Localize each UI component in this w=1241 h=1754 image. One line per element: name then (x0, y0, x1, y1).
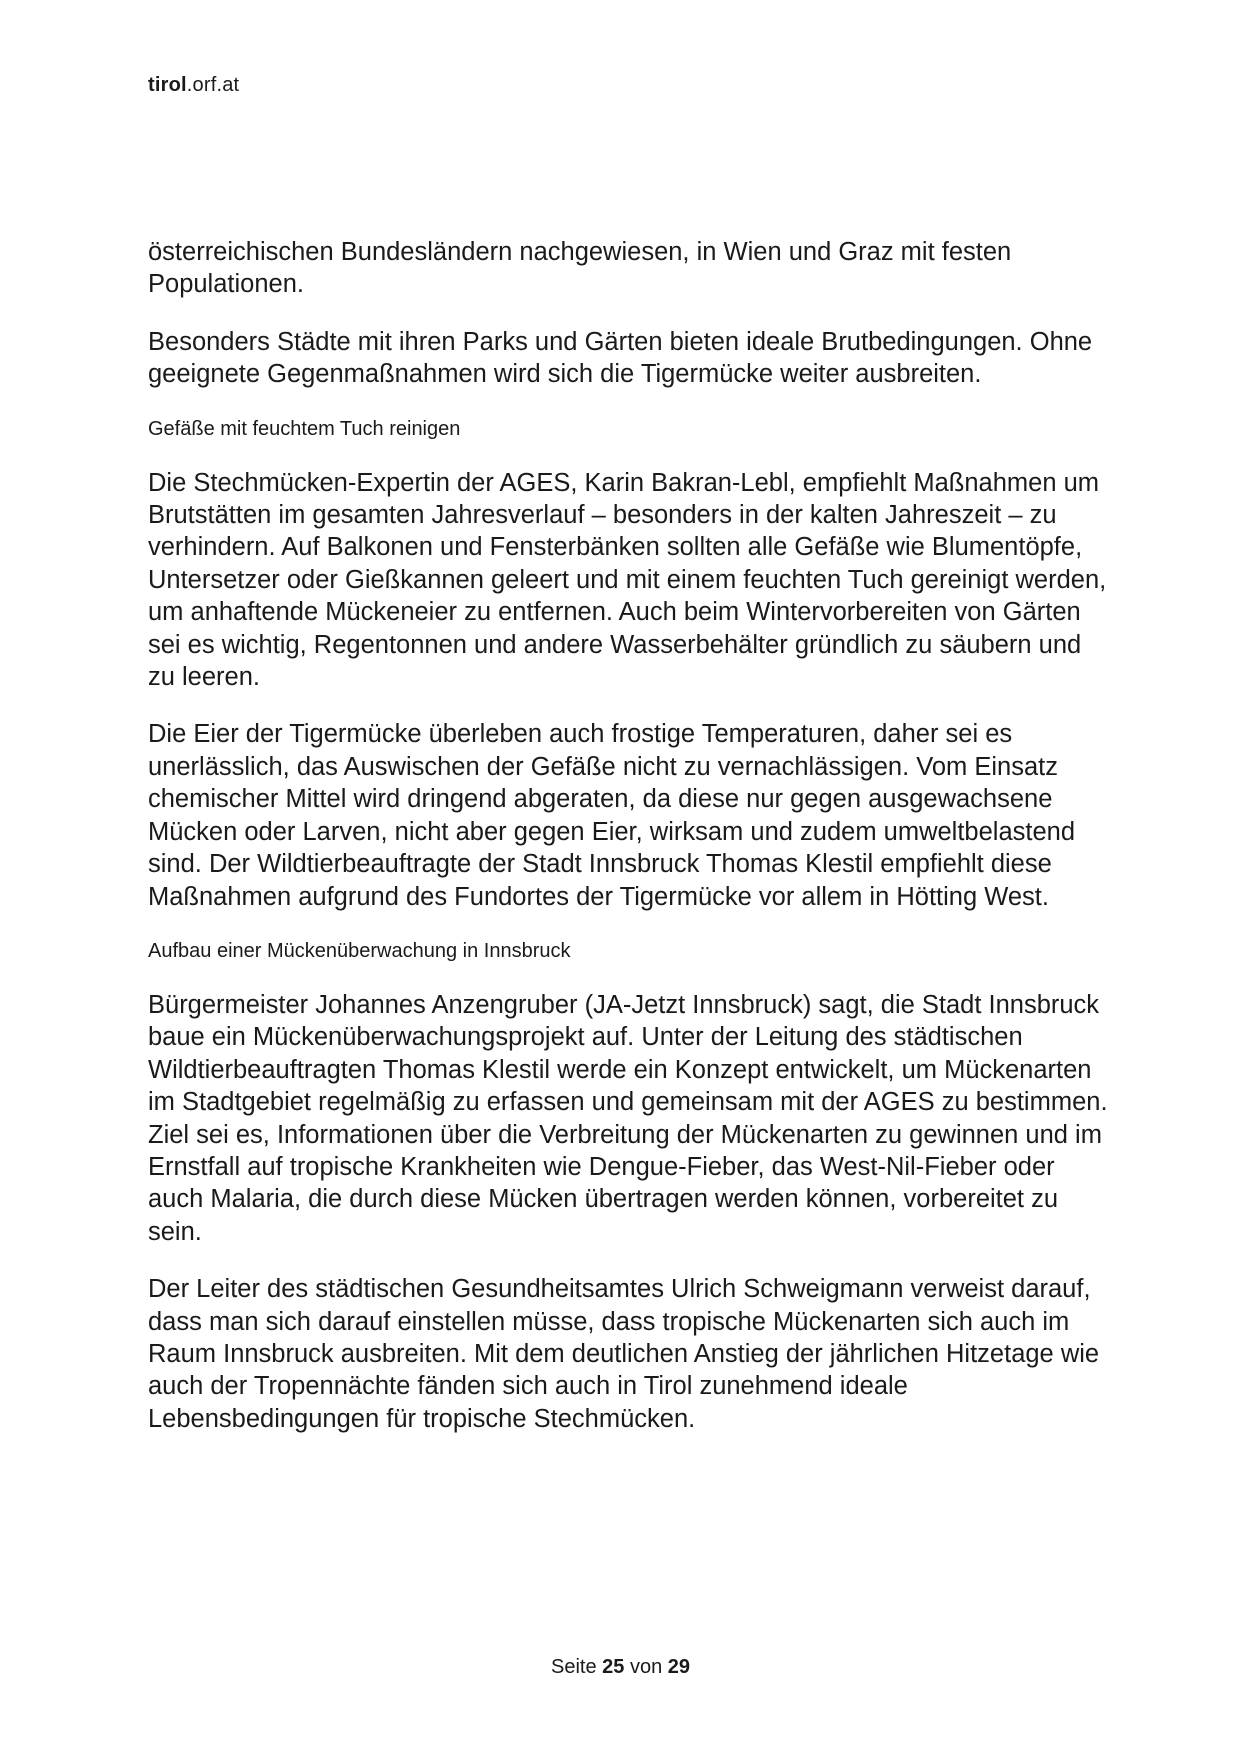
site-brand-domain: .orf.at (186, 74, 240, 96)
paragraph-3: Die Stechmücken-Expertin der AGES, Karin Bakran-Lebl, empfiehlt Maßnahmen um Brutstätten im gesamten Jahresverlauf – besonders in der kalten Jahreszeit – zu verhindern. Auf Balkonen und Fensterbänken sollten alle Gefäße wie Blumentöpfe, Untersetzer oder Gießkannen geleert und mit einem feuchten Tuch gereinigt werden, um anhaftende Mückeneier zu entfernen. Auch beim Wintervorbereiten von Gärten sei es wichtig, Regentonnen und andere Wasserbehälter gründlich zu säubern und zu leeren. (148, 468, 1107, 692)
site-header (148, 74, 239, 97)
subheading-2: Aufbau einer Mückenüberwachung in Innsbruck (148, 939, 571, 962)
total-pages: 29 (667, 1656, 691, 1678)
page-separator: von (629, 1656, 663, 1678)
site-brand-name: tirol (148, 74, 187, 96)
page-number (0, 1656, 1241, 1679)
current-page: 25 (602, 1656, 625, 1678)
paragraph-2: Besonders Städte mit ihren Parks und Gärten bieten ideale Brutbedingungen. Ohne geeignete Gegenmaßnahmen wird sich die Tigermücke weiter ausbreiten. (148, 327, 1093, 389)
paragraph-5: Bürgermeister Johannes Anzengruber (JA-Jetzt Innsbruck) sagt, die Stadt Innsbruck baue ein Mückenüberwachungsprojekt auf. Unter der Leitung des städtischen Wildtierbeauftragten Thomas Klestil werde ein Konzept entwickelt, um Mückenarten im Stadtgebiet regelmäßig zu erfassen und gemeinsam mit der AGES zu bestimmen. Ziel sei es, Informationen über die Verbreitung der Mückenarten zu gewinnen und im Ernstfall auf tropische Krankheiten wie Dengue-Fieber, das West-Nil-Fieber oder auch Malaria, die durch diese Mücken übertragen werden können, vorbereitet zu sein. (148, 990, 1108, 1246)
article-body (148, 236, 1108, 1460)
subheading-1: Gefäße mit feuchtem Tuch reinigen (148, 417, 461, 440)
paragraph-1: österreichischen Bundesländern nachgewiesen, in Wien und Graz mit festen Populationen. (148, 238, 1012, 299)
paragraph-4: Die Eier der Tigermücke überleben auch frostige Temperaturen, daher sei es unerlässlich, das Auswischen der Gefäße nicht zu vernachlässigen. Vom Einsatz chemischer Mittel wird dringend abgeraten, da diese nur gegen ausgewachsene Mücken oder Larven, nicht aber gegen Eier, wirksam und zudem umweltbelastend sind. Der Wildtierbeauftragte der Stadt Innsbruck Thomas Klestil empfiehlt diese Maßnahmen aufgrund des Fundortes der Tigermücke vor allem in Hötting West. (148, 720, 1076, 911)
paragraph-6: Der Leiter des städtischen Gesundheitsamtes Ulrich Schweigmann verweist darauf, dass man sich darauf einstellen müsse, dass tropische Mückenarten sich auch im Raum Innsbruck ausbreiten. Mit dem deutlichen Anstieg der jährlichen Hitzetage wie auch der Tropennächte fänden sich auch in Tirol zunehmend ideale Lebensbedingungen für tropische Stechmücken. (148, 1275, 1100, 1433)
page-label: Seite (550, 1656, 597, 1678)
